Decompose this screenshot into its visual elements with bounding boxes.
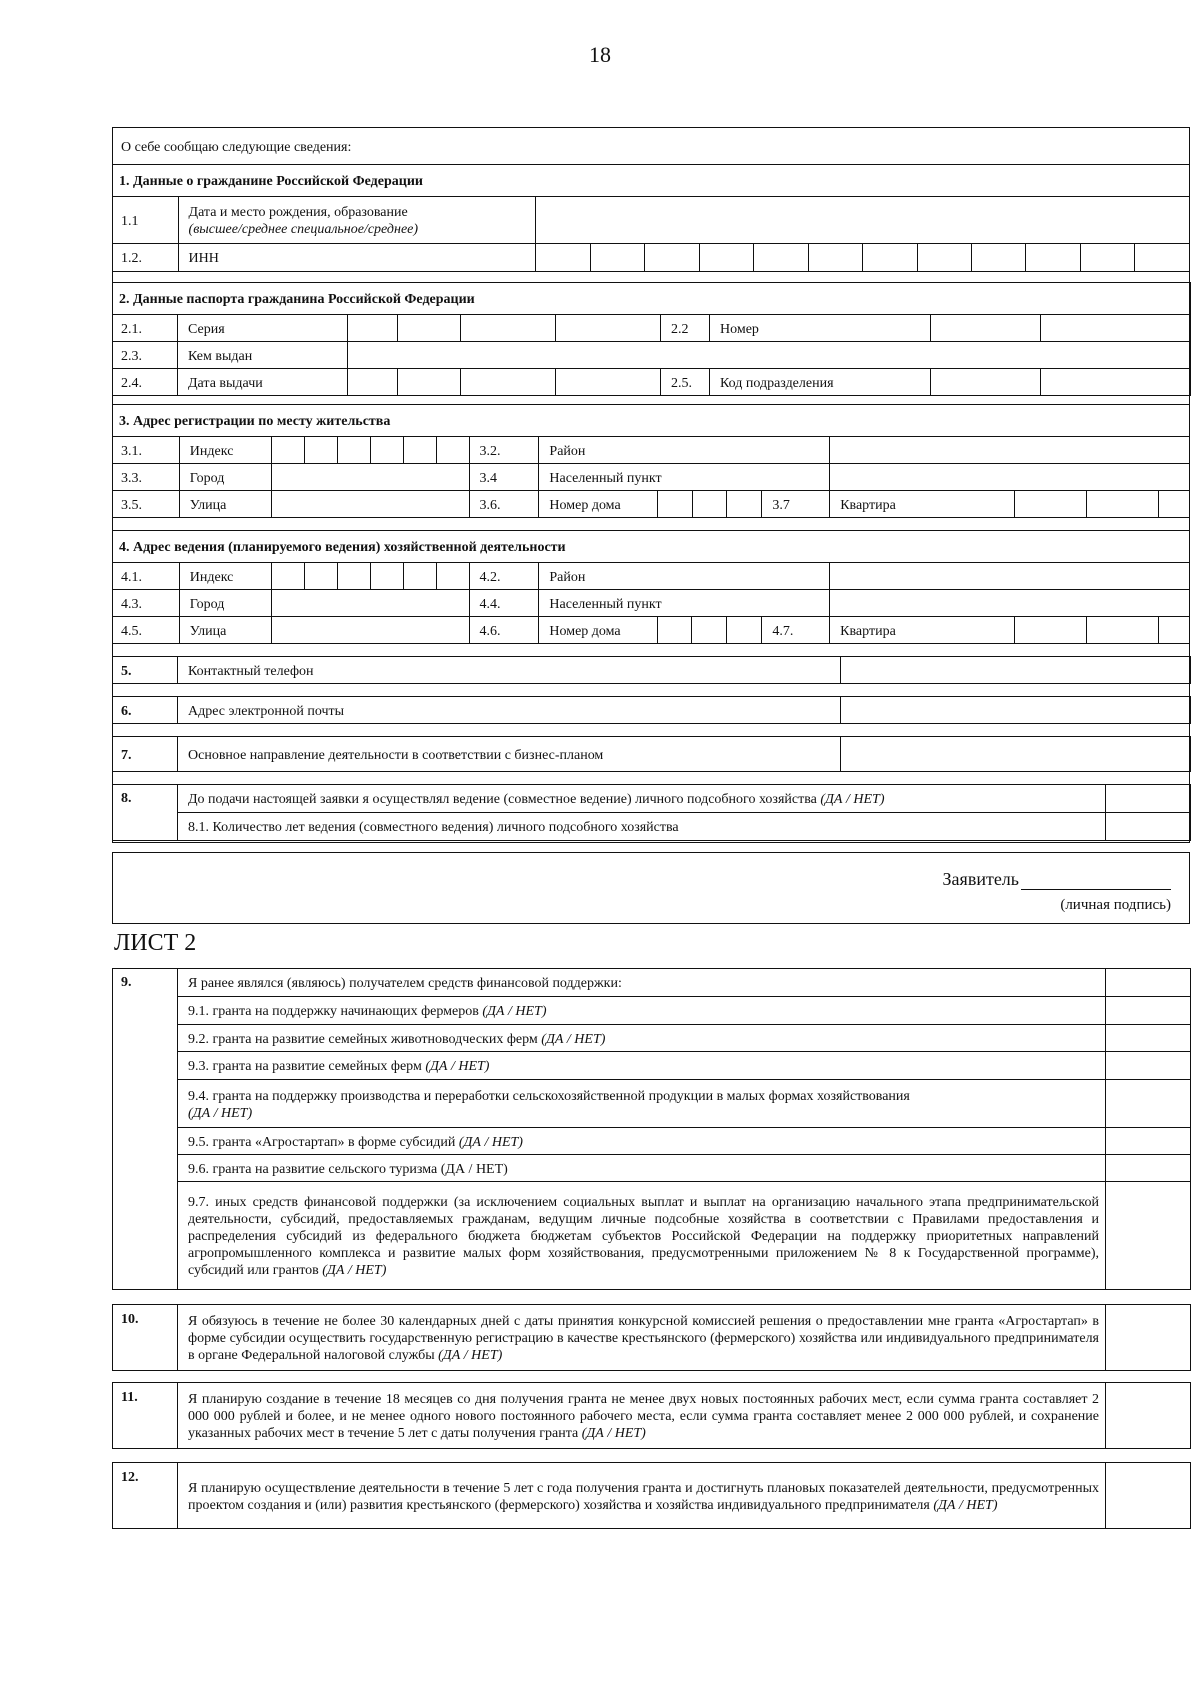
- item-9-4-text: 9.4. гранта на поддержку производства и переработки сельскохозяйственной продукции в малых формах хозяйствования: [188, 1088, 910, 1104]
- house-number-label: Номер дома: [539, 491, 657, 518]
- section-1-table: [112, 127, 1190, 272]
- row-6-num: 6.: [113, 697, 178, 724]
- answer-9-7[interactable]: [1106, 1182, 1191, 1290]
- item-9-3-yes-no: (ДА / НЕТ): [425, 1059, 490, 1074]
- answer-9-6[interactable]: [1106, 1155, 1191, 1182]
- apartment-cell[interactable]: [1015, 617, 1087, 644]
- answer-11[interactable]: [1106, 1383, 1191, 1449]
- inn-digit-cell[interactable]: [863, 244, 917, 272]
- page-number: 18: [589, 42, 611, 67]
- item-9-1: [178, 997, 1106, 1025]
- house-number-cell[interactable]: [727, 617, 762, 644]
- issue-date-cell[interactable]: [348, 369, 398, 396]
- main-activity-field[interactable]: [841, 737, 1191, 772]
- row-4-6-num: 4.6.: [469, 617, 539, 644]
- main-activity-label: Основное направление деятельности в соответствии с бизнес-планом: [178, 737, 841, 772]
- postcode-label: Индекс: [179, 563, 271, 590]
- postcode-digit-cell[interactable]: [403, 563, 436, 590]
- section-2-table: [112, 282, 1191, 396]
- item-9-7-yes-no: (ДА / НЕТ): [322, 1263, 387, 1278]
- row-3-6-num: 3.6.: [469, 491, 539, 518]
- house-number-cell[interactable]: [657, 491, 692, 518]
- postcode-label: Индекс: [179, 437, 271, 464]
- postcode-digit-cell[interactable]: [370, 437, 403, 464]
- division-code-cell[interactable]: [931, 369, 1041, 396]
- answer-9-1[interactable]: [1106, 997, 1191, 1025]
- district-field[interactable]: [830, 563, 1190, 590]
- activity-plan-text: Я планирую осуществление деятельности в течение 5 лет с года получения гранта и достигнуть плановых показателей деятельности, предусмотренных проектом создания и (или) развития крестьянского (фермерского) хозяйства и хозяйства индивидуального предпринимателя: [188, 1480, 1099, 1513]
- house-number-cell[interactable]: [727, 491, 762, 518]
- postcode-digit-cell[interactable]: [305, 563, 338, 590]
- section-4-table: [112, 530, 1190, 644]
- item-9-4: [178, 1080, 1106, 1128]
- section-3-table: [112, 404, 1190, 518]
- private-farm-years-answer[interactable]: [1106, 813, 1191, 841]
- inn-digit-cell[interactable]: [536, 244, 590, 272]
- education-hint: (высшее/среднее специальное/среднее): [188, 222, 419, 237]
- house-number-cell[interactable]: [692, 617, 727, 644]
- inn-digit-cell[interactable]: [590, 244, 644, 272]
- number-label: Номер: [710, 315, 931, 342]
- row-8-num: 8.: [113, 785, 178, 841]
- city-field[interactable]: [272, 464, 469, 491]
- row-5-num: 5.: [113, 657, 178, 684]
- inn-digit-cell[interactable]: [808, 244, 862, 272]
- row-4-1-num: 4.1.: [113, 563, 180, 590]
- section-10-table: [112, 1304, 1191, 1371]
- row-11-num: 11.: [113, 1383, 178, 1449]
- postcode-digit-cell[interactable]: [403, 437, 436, 464]
- private-farm-yes-no: (ДА / НЕТ): [820, 792, 885, 807]
- item-9-4-yes-no: (ДА / НЕТ): [188, 1105, 253, 1121]
- district-field[interactable]: [830, 437, 1190, 464]
- birth-education-text: Дата и место рождения, образование: [188, 205, 408, 220]
- jobs-plan-text: Я планирую создание в течение 18 месяцев со дня получения гранта не менее двух новых постоянных рабочих мест, если сумма гранта составляет 2 000 000 рублей и более, и не менее одного нового постоянного рабочего места, если сумма гранта составляет менее 2 000 000 рублей, и сохранение указанных рабочих мест в течение 5 лет с даты получения гранта: [188, 1392, 1099, 1441]
- section-12-table: [112, 1462, 1191, 1529]
- inn-digit-cell[interactable]: [971, 244, 1025, 272]
- inn-digit-cell[interactable]: [1080, 244, 1134, 272]
- item-9-2: [178, 1025, 1106, 1052]
- apartment-cell[interactable]: [1159, 491, 1190, 518]
- phone-label: Контактный телефон: [178, 657, 841, 684]
- row-10-num: 10.: [113, 1305, 178, 1371]
- series-label: Серия: [178, 315, 348, 342]
- postcode-digit-cell[interactable]: [436, 563, 469, 590]
- intro-text: О себе сообщаю следующие сведения:: [113, 128, 1190, 165]
- street-field[interactable]: [272, 617, 469, 644]
- postcode-digit-cell[interactable]: [370, 563, 403, 590]
- city-label: Город: [179, 464, 271, 491]
- inn-digit-cell[interactable]: [699, 244, 753, 272]
- postcode-digit-cell[interactable]: [338, 437, 371, 464]
- street-label: Улица: [179, 491, 271, 518]
- series-cell[interactable]: [398, 315, 461, 342]
- row-7-num: 7.: [113, 737, 178, 772]
- inn-digit-cell[interactable]: [1026, 244, 1080, 272]
- inn-digit-cell[interactable]: [645, 244, 699, 272]
- registration-commitment-text: Я обязуюсь в течение не более 30 календарных дней с даты принятия конкурсной комиссией решения о предоставлении мне гранта «Агростартап» в форме субсидии осуществить государственную регистрацию в качестве крестьянского (фермерского) хозяйства или индивидуального предпринимателя в органе Федеральной налоговой службы: [188, 1314, 1099, 1363]
- section-4-title: 4. Адрес ведения (планируемого ведения) хозяйственной деятельности: [113, 531, 1190, 563]
- issue-date-cell[interactable]: [398, 369, 461, 396]
- applicant-label: Заявитель: [942, 869, 1019, 889]
- activity-plan-yes-no: (ДА / НЕТ): [933, 1497, 998, 1513]
- registration-yes-no: (ДА / НЕТ): [438, 1348, 503, 1363]
- item-9-5: [178, 1128, 1106, 1155]
- section-3-title: 3. Адрес регистрации по месту жительства: [113, 405, 1190, 437]
- house-number-label: Номер дома: [539, 617, 657, 644]
- item-9-5-text: 9.5. гранта «Агростартап» в форме субсидий: [188, 1134, 456, 1150]
- item-9-1-text: 9.1. гранта на поддержку начинающих фермеров: [188, 1004, 479, 1019]
- row-1-2-num: 1.2.: [113, 244, 179, 272]
- issued-by-field[interactable]: [348, 342, 1191, 369]
- number-cell[interactable]: [1041, 315, 1191, 342]
- jobs-plan-yes-no: (ДА / НЕТ): [581, 1426, 646, 1441]
- issue-date-cell[interactable]: [556, 369, 661, 396]
- item-9-5-yes-no: (ДА / НЕТ): [458, 1134, 523, 1150]
- postcode-digit-cell[interactable]: [338, 563, 371, 590]
- email-field[interactable]: [841, 697, 1191, 724]
- row-3-7-num: 3.7: [762, 491, 830, 518]
- settlement-field[interactable]: [830, 464, 1190, 491]
- settlement-label: Населенный пункт: [539, 590, 830, 617]
- issue-date-label: Дата выдачи: [178, 369, 348, 396]
- answer-9-2[interactable]: [1106, 1025, 1191, 1052]
- answer-cell[interactable]: [1106, 969, 1191, 997]
- signature-caption: (личная подпись): [1060, 897, 1171, 913]
- answer-10[interactable]: [1106, 1305, 1191, 1371]
- row-4-3-num: 4.3.: [113, 590, 180, 617]
- section-5-table: [112, 656, 1191, 684]
- financial-support-intro: Я ранее являлся (являюсь) получателем средств финансовой поддержки:: [178, 969, 1106, 997]
- section-1-title: 1. Данные о гражданине Российской Федерации: [113, 165, 1190, 197]
- item-9-1-yes-no: (ДА / НЕТ): [482, 1004, 547, 1019]
- apartment-cell[interactable]: [1087, 491, 1159, 518]
- row-9-num: 9.: [113, 969, 178, 1290]
- item-9-3: [178, 1052, 1106, 1080]
- item-9-7-text: 9.7. иных средств финансовой поддержки (за исключением социальных выплат и выплат на организацию начального этапа предпринимательской деятельности, субсидий, предоставляемых гражданам, ведущим личные подсобные хозяйства в соответствии с Правилами предоставления и распределения субсидий из федерального бюджета бюджетам субъектов Российской Федерации на поддержку приоритетных направлений агропромышленного комплекса и развитие малых форм хозяйствования, предусмотренными приложением № 8 к Государственной программе), субсидий или грантов: [188, 1195, 1099, 1278]
- jobs-plan: [178, 1383, 1106, 1449]
- row-1-1-num: 1.1: [113, 197, 179, 244]
- inn-digit-cell[interactable]: [754, 244, 808, 272]
- apartment-cell[interactable]: [1158, 617, 1189, 644]
- item-9-7: [178, 1182, 1106, 1290]
- row-4-4-num: 4.4.: [469, 590, 539, 617]
- signature-box: [112, 852, 1190, 924]
- street-field[interactable]: [272, 491, 469, 518]
- inn-label: ИНН: [178, 244, 536, 272]
- issue-date-cell[interactable]: [461, 369, 556, 396]
- section-8-table: [112, 784, 1191, 841]
- district-label: Район: [539, 563, 830, 590]
- city-label: Город: [179, 590, 271, 617]
- postcode-digit-cell[interactable]: [436, 437, 469, 464]
- series-cell[interactable]: [556, 315, 661, 342]
- item-9-2-text: 9.2. гранта на развитие семейных животноводческих ферм: [188, 1031, 538, 1047]
- house-number-cell[interactable]: [692, 491, 727, 518]
- issued-by-label: Кем выдан: [178, 342, 348, 369]
- number-cell[interactable]: [931, 315, 1041, 342]
- section-2-title: 2. Данные паспорта гражданина Российской Федерации: [113, 283, 1191, 315]
- section-6-table: [112, 696, 1191, 724]
- birth-education-label: [178, 197, 536, 244]
- postcode-digit-cell[interactable]: [272, 563, 305, 590]
- row-2-4-num: 2.4.: [113, 369, 178, 396]
- answer-12[interactable]: [1106, 1463, 1191, 1529]
- row-3-1-num: 3.1.: [113, 437, 180, 464]
- row-4-5-num: 4.5.: [113, 617, 180, 644]
- settlement-field[interactable]: [830, 590, 1190, 617]
- answer-9-3[interactable]: [1106, 1052, 1191, 1080]
- answer-9-4[interactable]: [1106, 1080, 1191, 1128]
- series-cell[interactable]: [348, 315, 398, 342]
- signature-line[interactable]: [1021, 889, 1171, 890]
- row-2-5-num: 2.5.: [661, 369, 710, 396]
- item-9-2-yes-no: (ДА / НЕТ): [541, 1031, 606, 1047]
- section-7-table: [112, 736, 1191, 772]
- division-code-cell[interactable]: [1041, 369, 1191, 396]
- registration-commitment: [178, 1305, 1106, 1371]
- row-2-2-num: 2.2: [661, 315, 710, 342]
- settlement-label: Населенный пункт: [539, 464, 830, 491]
- item-9-6: 9.6. гранта на развитие сельского туризма (ДА / НЕТ): [178, 1155, 1106, 1182]
- street-label: Улица: [179, 617, 271, 644]
- house-number-cell[interactable]: [657, 617, 692, 644]
- private-farm-years-label: 8.1. Количество лет ведения (совместного ведения) личного подсобного хозяйства: [178, 813, 1106, 841]
- sheet-2-title: ЛИСТ 2: [114, 930, 197, 956]
- district-label: Район: [539, 437, 830, 464]
- private-farm-text: До подачи настоящей заявки я осуществлял ведение (совместное ведение) личного подсобного хозяйства: [188, 792, 817, 807]
- postcode-digit-cell[interactable]: [272, 437, 305, 464]
- row-4-2-num: 4.2.: [469, 563, 539, 590]
- section-9-table: [112, 968, 1191, 1290]
- inn-digit-cell[interactable]: [917, 244, 971, 272]
- phone-field[interactable]: [841, 657, 1191, 684]
- apartment-cell[interactable]: [1015, 491, 1087, 518]
- section-11-table: [112, 1382, 1191, 1449]
- activity-plan: [178, 1463, 1106, 1529]
- apartment-label: Квартира: [830, 617, 1015, 644]
- city-field[interactable]: [272, 590, 469, 617]
- birth-education-field[interactable]: [536, 197, 1190, 244]
- row-12-num: 12.: [113, 1463, 178, 1529]
- row-4-7-num: 4.7.: [762, 617, 830, 644]
- item-9-3-text: 9.3. гранта на развитие семейных ферм: [188, 1059, 422, 1074]
- row-3-2-num: 3.2.: [469, 437, 539, 464]
- apartment-cell[interactable]: [1087, 617, 1159, 644]
- private-farm-answer[interactable]: [1106, 785, 1191, 813]
- inn-digit-cell[interactable]: [1135, 244, 1190, 272]
- apartment-label: Квартира: [830, 491, 1015, 518]
- row-3-3-num: 3.3.: [113, 464, 180, 491]
- row-3-5-num: 3.5.: [113, 491, 180, 518]
- series-cell[interactable]: [461, 315, 556, 342]
- postcode-digit-cell[interactable]: [305, 437, 338, 464]
- division-code-label: Код подразделения: [710, 369, 931, 396]
- row-3-4-num: 3.4: [469, 464, 539, 491]
- row-2-3-num: 2.3.: [113, 342, 178, 369]
- private-farm-label: [178, 785, 1106, 813]
- email-label: Адрес электронной почты: [178, 697, 841, 724]
- row-2-1-num: 2.1.: [113, 315, 178, 342]
- answer-9-5[interactable]: [1106, 1128, 1191, 1155]
